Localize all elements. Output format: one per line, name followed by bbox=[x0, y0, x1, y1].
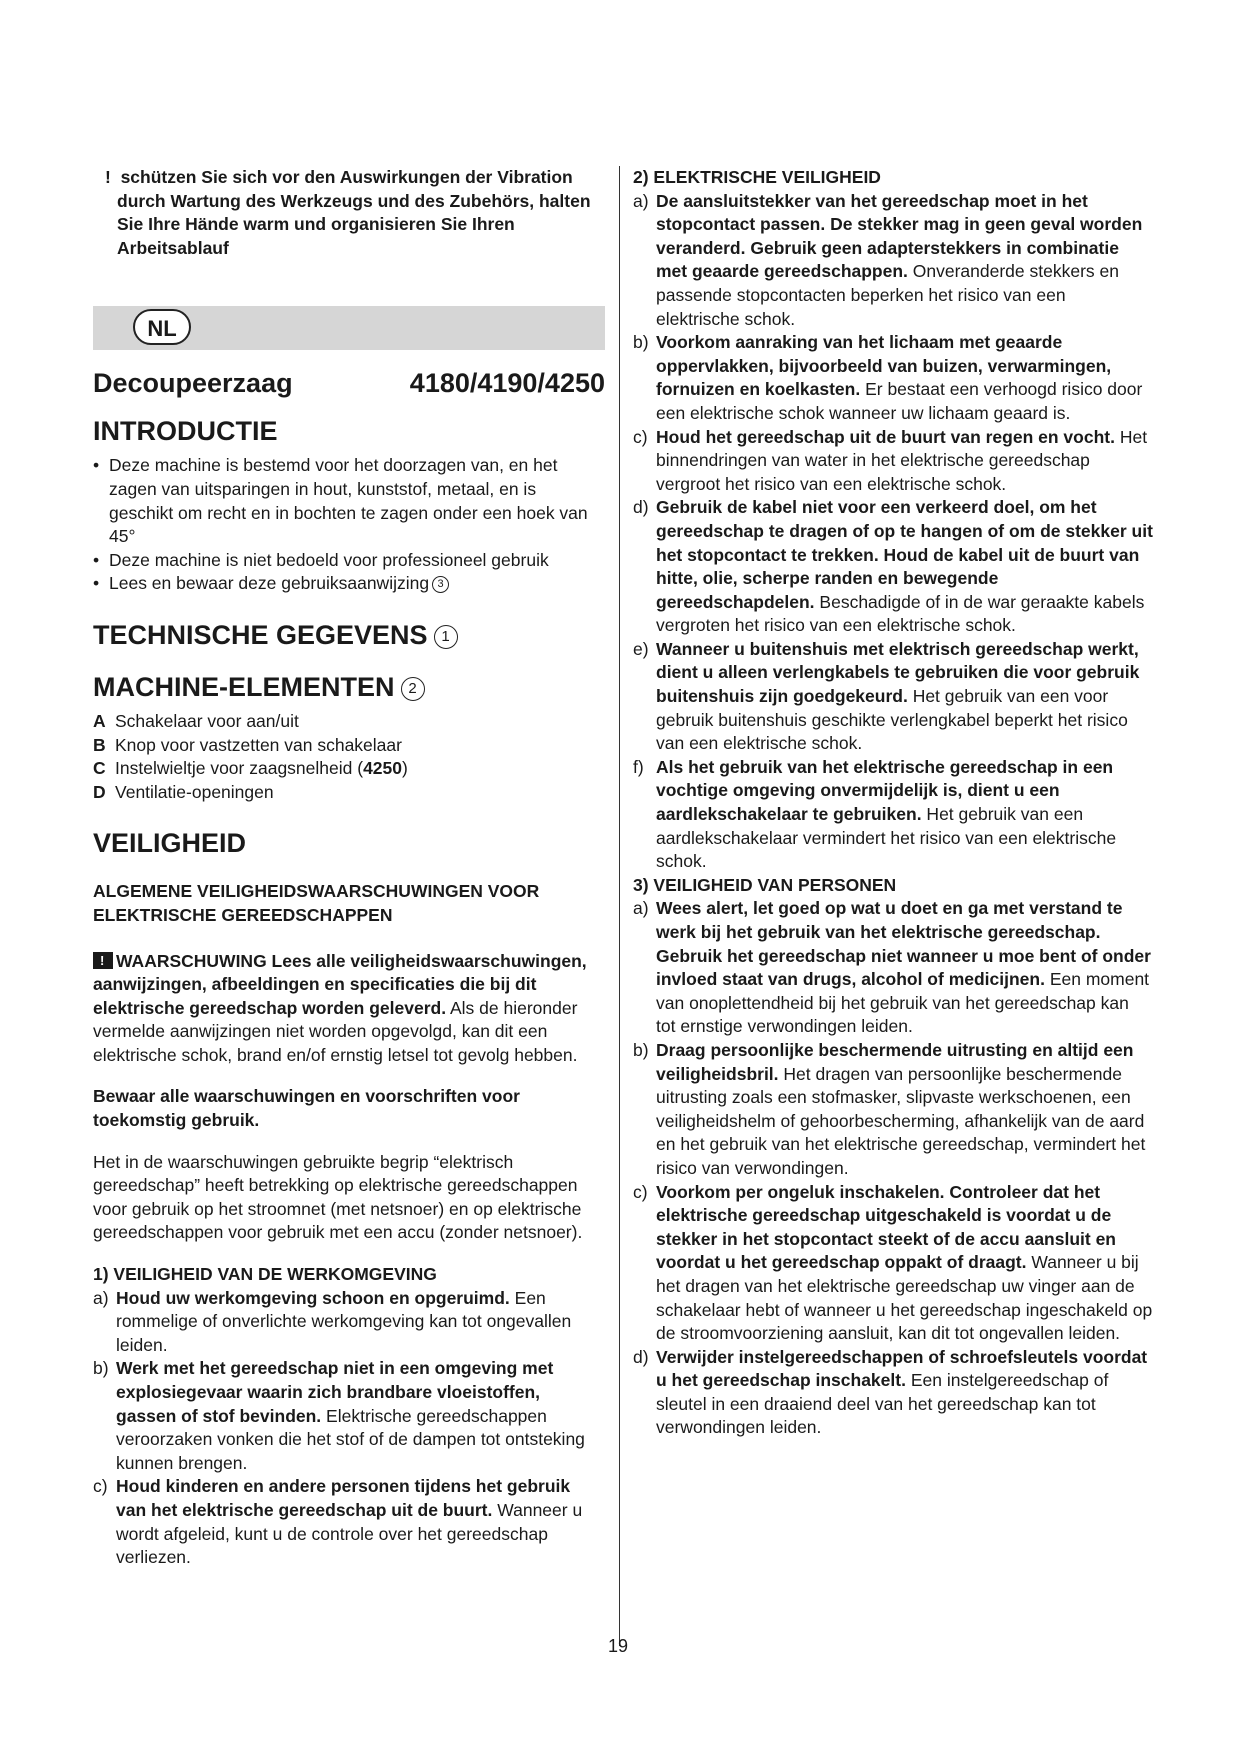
term-paragraph: Het in de waarschuwingen gebruikte begrip “elektrisch gereedschap” heeft betrekking op elektrische gereedschappen voor gebruik op het stroomnet (met netsnoer) en op elektrische gereedschappen voor gebruik met een accu (zonder netsnoer). bbox=[93, 1151, 583, 1243]
list-item bbox=[633, 331, 1153, 425]
item-bold: Voorkom aanraking van het lichaam met geaarde oppervlakken, bijvoorbeeld van buizen, verwarmingen, fornuizen en koelkasten. bbox=[656, 332, 1112, 400]
item-text: Het binnendringen van water in het elektrische gereedschap vergroot het risico van een elektrische schok. bbox=[656, 426, 1148, 494]
list-item: • Deze machine is bestemd voor het doorzagen van, en het zagen van uitsparingen in hout, kunststof, metaal, en is geschikt om recht en in bochten te zagen onder een hoek van 45° bbox=[93, 454, 605, 548]
part-text: Ventilatie-openingen bbox=[115, 781, 274, 802]
item-text: Beschadigde of in de war geraakte kabels vergroten het risico van een elektrische schok. bbox=[656, 591, 1145, 636]
list-item bbox=[633, 190, 1153, 332]
item-label: a) bbox=[93, 1287, 109, 1308]
item-label: f) bbox=[633, 756, 644, 777]
figure-ref-3: 3 bbox=[432, 576, 449, 593]
item-bold: Gebruik de kabel niet voor een verkeerd doel, om het gereedschap te dragen of op te hangen of om de stekker uit het stopcontact te trekken. Houd de kabel uit de buurt van hitte, olie, scherpe randen en bewegende gereedschapdelen. bbox=[656, 497, 1153, 612]
item-text: Het gebruik van een aardlekschakelaar vermindert het risico van een elektrische schok. bbox=[656, 804, 1117, 872]
item-text: Onveranderde stekkers en passende stopcontacten beperken het risico van een elektrische schok. bbox=[656, 261, 1119, 329]
warning-bold: WAARSCHUWING Lees alle veiligheidswaarschuwingen, aanwijzingen, afbeeldingen en specificaties die bij dit elektrische gereedschap worden geleverd. bbox=[93, 950, 587, 1018]
top-note bbox=[93, 166, 605, 260]
item-label: b) bbox=[633, 332, 649, 353]
list-item bbox=[633, 1039, 1153, 1181]
item-text: Het dragen van persoonlijke beschermende uitrusting zoals een stofmasker, slipvaste werkschoenen, een veiligheidshelm of gehoorbescherming, afhankelijk van de aard en het gebruik van het elektrische gereedschap, vermindert het risico van verwondingen. bbox=[656, 1063, 1146, 1178]
part-key: A bbox=[93, 710, 106, 731]
part-item bbox=[93, 734, 605, 758]
part-text: Schakelaar voor aan/uit bbox=[115, 710, 299, 731]
item-bold: Houd het gereedschap uit de buurt van regen en vocht. bbox=[656, 426, 1115, 447]
item-label: c) bbox=[93, 1476, 108, 1497]
list-item bbox=[633, 638, 1153, 756]
item-text: Elektrische gereedschappen veroorzaken vonken die het stof of de dampen tot ontsteking kunnen brengen. bbox=[116, 1405, 585, 1473]
persons-list bbox=[633, 897, 1153, 1440]
product-title: Decoupeerzaag bbox=[93, 368, 293, 399]
part-key: B bbox=[93, 734, 106, 755]
warning-paragraph bbox=[93, 950, 605, 1068]
list-item bbox=[633, 496, 1153, 638]
part-text-end: ) bbox=[402, 758, 408, 779]
workarea-list bbox=[93, 1287, 605, 1570]
right-column bbox=[633, 166, 1153, 1440]
item-text: Een rommelige of onverlichte werkomgeving kan tot ongevallen leiden. bbox=[116, 1287, 572, 1355]
warning-text: Als de hieronder vermelde aanwijzingen niet worden opgevolgd, kan dit een elektrische schok, brand en/of ernstig letsel tot gevolg hebben. bbox=[93, 997, 578, 1065]
part-text: Knop voor vastzetten van schakelaar bbox=[115, 734, 402, 755]
item-text: Wanneer u wordt afgeleid, kunt u de controle over het gereedschap verliezen. bbox=[116, 1499, 583, 1568]
top-note-text: schützen Sie sich vor den Auswirkungen der Vibration durch Wartung des Werkzeugs und des Zubehörs, halten Sie Ihre Hände warm und organisieren Sie Ihren Arbeitsablauf bbox=[117, 167, 591, 258]
list-item-text: Lees en bewaar deze gebruiksaanwijzing bbox=[109, 573, 430, 594]
item-bold: Verwijder instelgereedschappen of schroefsleutels voordat u het gereedschap inschakelt. bbox=[656, 1346, 1148, 1391]
list-item bbox=[633, 1346, 1153, 1440]
list-item bbox=[93, 1287, 605, 1358]
list-item bbox=[93, 1357, 605, 1475]
elements-heading bbox=[93, 670, 605, 704]
item-bold: Houd kinderen en andere personen tijdens het gebruik van het elektrische gereedschap uit de buurt. bbox=[116, 1476, 571, 1520]
electrical-heading: 2) ELEKTRISCHE VEILIGHEID bbox=[633, 167, 881, 187]
electrical-list bbox=[633, 190, 1153, 874]
part-item bbox=[93, 757, 605, 781]
safety-heading: VEILIGHEID bbox=[93, 828, 247, 859]
part-key: D bbox=[93, 781, 106, 802]
list-item: • Deze machine is niet bedoeld voor professioneel gebruik bbox=[93, 549, 605, 573]
persons-heading: 3) VEILIGHEID VAN PERSONEN bbox=[633, 874, 897, 895]
item-bold: Werk met het gereedschap niet in een omgeving met explosiegevaar waarin zich brandbare vloeistoffen, gassen of stof bevinden. bbox=[116, 1358, 554, 1426]
part-model: 4250 bbox=[363, 758, 402, 779]
item-label: c) bbox=[633, 1181, 648, 1202]
item-label: a) bbox=[633, 898, 649, 919]
top-note-bullet: ! bbox=[105, 167, 111, 187]
language-bar bbox=[93, 306, 605, 350]
item-text: Een instelgereedschap of sleutel in een draaiend deel van het gereedschap kan tot verwondingen leiden. bbox=[656, 1370, 1109, 1438]
item-label: b) bbox=[93, 1358, 109, 1379]
item-label: d) bbox=[633, 497, 649, 518]
language-badge: NL bbox=[133, 309, 191, 345]
list-item bbox=[633, 1181, 1153, 1346]
warning-triangle-icon bbox=[93, 952, 113, 969]
part-key: C bbox=[93, 758, 106, 779]
column-divider bbox=[619, 166, 620, 1646]
model-numbers: 4180/4190/4250 bbox=[409, 368, 605, 399]
item-bold: Wees alert, let goed op wat u doet en ga met verstand te werk bij het gebruik van het elektrische gereedschap. Gebruik het gereedschap niet wanneer u moe bent of onder invloed staat van drugs, alcohol of medicijnen. bbox=[656, 898, 1151, 990]
figure-ref-2: 2 bbox=[401, 677, 425, 701]
tech-heading bbox=[93, 618, 605, 652]
list-item bbox=[93, 572, 605, 596]
part-item bbox=[93, 781, 605, 805]
item-text: Een moment van onoplettendheid bij het gebruik van het gereedschap kan tot ernstige verwondingen leiden. bbox=[656, 969, 1150, 1037]
item-label: d) bbox=[633, 1346, 649, 1367]
item-text: Wanneer u bij het dragen van het elektrische gereedschap uw vinger aan de schakelaar hebt of wanneer u het gereedschap ingeschakeld op de stroomvoorziening aansluit, kan dit tot ongevallen leiden. bbox=[656, 1252, 1153, 1344]
product-title-row bbox=[93, 366, 605, 400]
intro-list bbox=[93, 454, 605, 596]
item-bold: Voorkom per ongeluk inschakelen. Controleer dat het elektrische gereedschap uitgeschakeld is voordat u de stekker in het stopcontact steekt of de accu aansluit en voordat u het gereedschap oppakt of draagt. bbox=[656, 1181, 1116, 1273]
list-item bbox=[93, 1475, 605, 1569]
part-text: Instelwieltje voor zaagsnelheid ( bbox=[115, 758, 364, 779]
tech-heading-text: TECHNISCHE GEGEVENS bbox=[93, 619, 428, 650]
workarea-heading: 1) VEILIGHEID VAN DE WERKOMGEVING bbox=[93, 1264, 437, 1285]
list-item bbox=[633, 426, 1153, 497]
part-item bbox=[93, 710, 605, 734]
item-bold: De aansluitstekker van het gereedschap moet in het stopcontact passen. De stekker mag in geen geval worden veranderd. Gebruik geen adapterstekkers in combinatie met geaarde gereedschappen. bbox=[656, 190, 1143, 282]
page-number: 19 bbox=[608, 1636, 629, 1656]
item-bold: Draag persoonlijke beschermende uitrusting en altijd een veiligheidsbril. bbox=[656, 1039, 1134, 1084]
item-label: a) bbox=[633, 190, 649, 211]
item-label: b) bbox=[633, 1039, 649, 1060]
keep-warnings: Bewaar alle waarschuwingen en voorschriften voor toekomstig gebruik. bbox=[93, 1086, 520, 1131]
figure-ref-1: 1 bbox=[434, 625, 458, 649]
item-text: Het gebruik van een voor gebruik buitenshuis geschikte verlengkabel beperkt het risico van een elektrische schok. bbox=[656, 686, 1128, 754]
elements-heading-text: MACHINE-ELEMENTEN bbox=[93, 671, 395, 702]
list-item bbox=[633, 897, 1153, 1039]
item-bold: Als het gebruik van het elektrische gereedschap in een vochtige omgeving onvermijdelijk is, dient u een aardlekschakelaar te gebruiken. bbox=[656, 756, 1114, 825]
item-bold: Houd uw werkomgeving schoon en opgeruimd. bbox=[116, 1287, 510, 1308]
intro-heading: INTRODUCTIE bbox=[93, 416, 278, 447]
item-bold: Wanneer u buitenshuis met elektrisch gereedschap werkt, dient u alleen verlengkabels te gebruiken die voor gebruik buitenshuis zijn goedgekeurd. bbox=[656, 638, 1140, 707]
left-column bbox=[93, 166, 605, 1570]
list-item bbox=[633, 756, 1153, 874]
item-label: c) bbox=[633, 426, 648, 447]
item-label: e) bbox=[633, 638, 649, 659]
parts-list bbox=[93, 710, 605, 804]
general-warning-heading: ALGEMENE VEILIGHEIDSWAARSCHUWINGEN VOOR ELEKTRISCHE GEREEDSCHAPPEN bbox=[93, 881, 540, 925]
item-text: Er bestaat een verhoogd risico door een elektrische schok wanneer uw lichaam geaard is. bbox=[656, 379, 1143, 423]
